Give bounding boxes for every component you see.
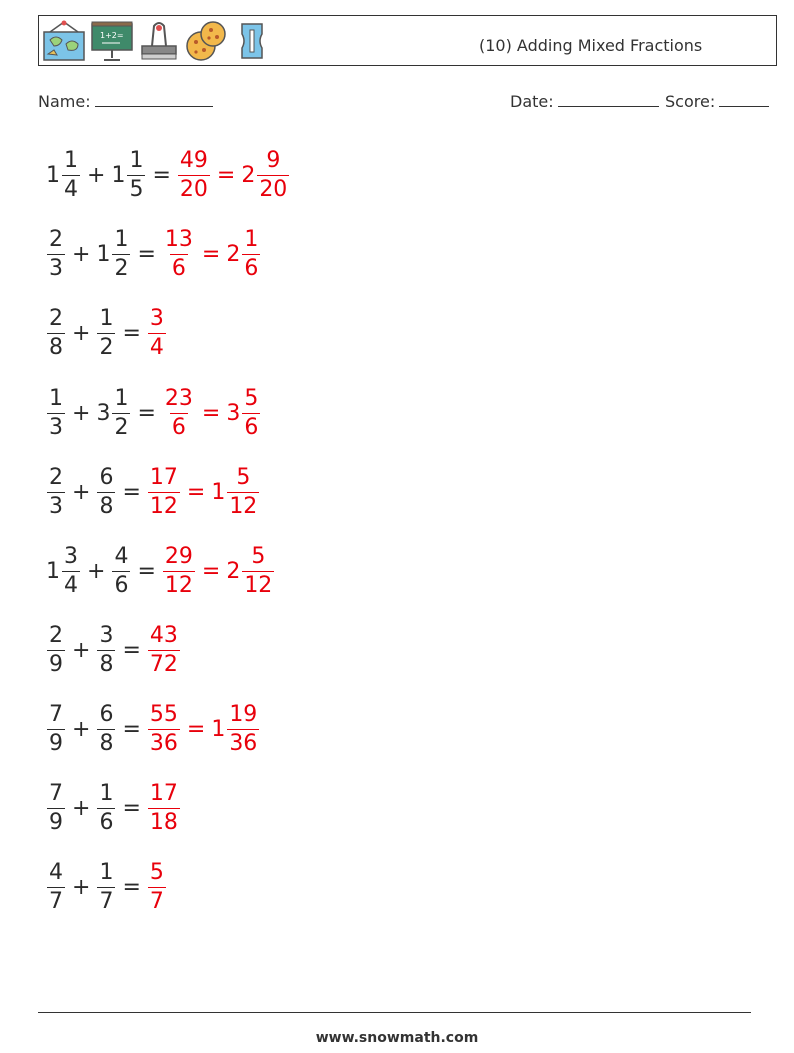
fraction xyxy=(242,543,274,598)
problem-row xyxy=(46,145,290,205)
fraction xyxy=(47,780,65,835)
answer xyxy=(162,226,261,281)
answer xyxy=(162,385,261,440)
denominator: 12 xyxy=(244,572,273,598)
answer xyxy=(147,701,260,756)
fraction xyxy=(97,701,115,756)
chalkboard-icon xyxy=(90,20,134,62)
problem-row xyxy=(46,778,181,838)
answer xyxy=(162,543,275,598)
numerator: 5 xyxy=(244,385,259,411)
equals-sign: = xyxy=(186,479,206,505)
denominator: 5 xyxy=(129,176,144,202)
date-label: Date: xyxy=(510,92,554,111)
denominator: 36 xyxy=(149,730,178,756)
fraction xyxy=(97,859,115,914)
fraction xyxy=(148,701,180,756)
whole-number: 1 xyxy=(211,479,226,505)
whole-number: 2 xyxy=(226,241,241,267)
plus-sign: + xyxy=(72,241,91,267)
name-label: Name: xyxy=(38,92,91,111)
answer xyxy=(147,464,260,519)
numerator: 1 xyxy=(114,226,129,252)
denominator: 3 xyxy=(49,414,63,440)
fraction xyxy=(112,226,130,281)
plus-sign: + xyxy=(72,637,91,663)
answer xyxy=(177,147,290,202)
date-field[interactable] xyxy=(510,92,659,111)
plus-sign: + xyxy=(87,558,106,584)
plus-sign: + xyxy=(72,874,91,900)
numerator: 43 xyxy=(149,622,178,648)
equals-sign: = xyxy=(201,241,221,267)
fraction xyxy=(47,701,65,756)
numerator: 6 xyxy=(99,464,114,490)
fraction xyxy=(163,543,195,598)
fraction xyxy=(97,464,115,519)
fraction xyxy=(47,859,65,914)
numerator: 1 xyxy=(114,385,129,411)
equals-sign: = xyxy=(122,637,141,663)
numerator: 17 xyxy=(149,464,178,490)
numerator: 9 xyxy=(266,147,281,173)
fraction xyxy=(148,464,180,519)
fraction xyxy=(62,147,80,202)
numerator: 5 xyxy=(251,543,266,569)
score-blank[interactable] xyxy=(719,92,769,107)
numerator: 3 xyxy=(99,622,114,648)
footer-site: www.snowmath.com xyxy=(315,1030,479,1046)
numerator: 23 xyxy=(164,385,193,411)
denominator: 4 xyxy=(64,572,78,598)
numerator: 4 xyxy=(49,859,63,885)
whole-number: 1 xyxy=(111,162,126,188)
problem-row xyxy=(46,462,260,522)
problem-row xyxy=(46,699,260,759)
numerator: 1 xyxy=(129,147,144,173)
denominator: 4 xyxy=(64,176,78,202)
plus-sign: + xyxy=(72,320,91,346)
whole-number: 1 xyxy=(46,558,60,584)
answer xyxy=(147,305,167,360)
problem-row xyxy=(46,620,181,680)
numerator: 1 xyxy=(64,147,78,173)
denominator: 8 xyxy=(99,730,114,756)
fraction xyxy=(47,305,65,360)
denominator: 12 xyxy=(229,493,258,519)
denominator: 12 xyxy=(164,572,193,598)
problem-row xyxy=(46,303,167,363)
numerator: 4 xyxy=(114,543,129,569)
numerator: 1 xyxy=(244,226,259,252)
fraction xyxy=(97,780,115,835)
fraction xyxy=(257,147,289,202)
denominator: 3 xyxy=(49,255,63,281)
numerator: 1 xyxy=(99,305,114,331)
fraction xyxy=(148,305,166,360)
denominator: 9 xyxy=(49,730,63,756)
equals-sign: = xyxy=(122,320,141,346)
date-blank[interactable] xyxy=(558,92,659,107)
worksheet-header xyxy=(38,15,777,66)
numerator: 2 xyxy=(49,464,63,490)
problem-row xyxy=(46,857,167,917)
fraction xyxy=(47,464,65,519)
equals-sign: = xyxy=(137,400,156,426)
numerator: 2 xyxy=(49,622,63,648)
answer xyxy=(147,859,167,914)
fraction xyxy=(148,859,166,914)
numerator: 1 xyxy=(99,859,114,885)
whole-number: 3 xyxy=(96,400,111,426)
fraction xyxy=(242,226,260,281)
header-icons xyxy=(42,19,272,63)
denominator: 2 xyxy=(99,334,114,360)
binder-clip-icon xyxy=(138,20,180,62)
fraction xyxy=(163,226,195,281)
fraction xyxy=(97,305,115,360)
footer-divider xyxy=(38,1012,751,1013)
equals-sign: = xyxy=(216,162,236,188)
name-blank[interactable] xyxy=(95,92,213,107)
map-board-icon xyxy=(42,20,86,62)
numerator: 1 xyxy=(99,780,114,806)
numerator: 55 xyxy=(149,701,178,727)
fraction xyxy=(47,622,65,677)
fraction xyxy=(242,385,260,440)
equals-sign: = xyxy=(152,162,171,188)
numerator: 3 xyxy=(64,543,78,569)
fraction xyxy=(62,543,80,598)
denominator: 8 xyxy=(99,651,114,677)
equals-sign: = xyxy=(201,400,221,426)
score-field[interactable] xyxy=(665,92,769,111)
fraction xyxy=(97,622,115,677)
denominator: 20 xyxy=(259,176,288,202)
svg-text:1+2=: 1+2= xyxy=(100,31,124,40)
denominator: 12 xyxy=(149,493,178,519)
denominator: 2 xyxy=(114,255,129,281)
denominator: 6 xyxy=(244,255,259,281)
numerator: 7 xyxy=(49,701,63,727)
denominator: 8 xyxy=(99,493,114,519)
fraction xyxy=(148,622,180,677)
numerator: 6 xyxy=(99,701,114,727)
equals-sign: = xyxy=(186,716,206,742)
whole-number: 2 xyxy=(241,162,256,188)
numerator: 7 xyxy=(49,780,63,806)
denominator: 20 xyxy=(179,176,208,202)
denominator: 9 xyxy=(49,809,63,835)
cookie-icon xyxy=(184,20,228,62)
problem-row xyxy=(46,383,261,443)
numerator: 3 xyxy=(149,305,164,331)
name-field[interactable] xyxy=(38,92,213,111)
equals-sign: = xyxy=(122,874,141,900)
fraction xyxy=(178,147,210,202)
fraction xyxy=(163,385,195,440)
equals-sign: = xyxy=(137,558,156,584)
fraction xyxy=(47,226,65,281)
whole-number: 1 xyxy=(96,241,111,267)
numerator: 17 xyxy=(149,780,178,806)
equals-sign: = xyxy=(122,479,141,505)
numerator: 2 xyxy=(49,305,63,331)
fraction xyxy=(112,543,130,598)
denominator: 6 xyxy=(171,255,186,281)
numerator: 19 xyxy=(229,701,258,727)
answer xyxy=(147,622,181,677)
numerator: 49 xyxy=(179,147,208,173)
plus-sign: + xyxy=(72,716,91,742)
whole-number: 1 xyxy=(46,162,60,188)
denominator: 3 xyxy=(49,493,63,519)
denominator: 6 xyxy=(114,572,129,598)
worksheet-title: (10) Adding Mixed Fractions xyxy=(479,36,703,55)
whole-number: 2 xyxy=(226,558,241,584)
fraction xyxy=(148,780,180,835)
numerator: 5 xyxy=(149,859,164,885)
denominator: 7 xyxy=(99,888,114,914)
denominator: 8 xyxy=(49,334,63,360)
denominator: 6 xyxy=(171,414,186,440)
numerator: 29 xyxy=(164,543,193,569)
denominator: 9 xyxy=(49,651,63,677)
problem-row xyxy=(46,541,275,601)
sharpener-icon xyxy=(232,20,272,62)
whole-number: 3 xyxy=(226,400,241,426)
denominator: 36 xyxy=(229,730,258,756)
answer xyxy=(147,780,181,835)
fraction xyxy=(47,385,65,440)
equals-sign: = xyxy=(201,558,221,584)
equals-sign: = xyxy=(122,716,141,742)
denominator: 7 xyxy=(149,888,164,914)
whole-number: 1 xyxy=(211,716,226,742)
problem-row xyxy=(46,224,261,284)
denominator: 7 xyxy=(49,888,63,914)
denominator: 2 xyxy=(114,414,129,440)
fraction xyxy=(227,701,259,756)
plus-sign: + xyxy=(72,795,91,821)
denominator: 6 xyxy=(244,414,259,440)
denominator: 72 xyxy=(149,651,178,677)
plus-sign: + xyxy=(87,162,106,188)
numerator: 5 xyxy=(236,464,251,490)
equals-sign: = xyxy=(137,241,156,267)
numerator: 13 xyxy=(164,226,193,252)
plus-sign: + xyxy=(72,479,91,505)
score-label: Score: xyxy=(665,92,716,111)
numerator: 2 xyxy=(49,226,63,252)
numerator: 1 xyxy=(49,385,63,411)
plus-sign: + xyxy=(72,400,91,426)
fraction xyxy=(127,147,145,202)
fraction xyxy=(112,385,130,440)
equals-sign: = xyxy=(122,795,141,821)
denominator: 18 xyxy=(149,809,178,835)
denominator: 6 xyxy=(99,809,114,835)
denominator: 4 xyxy=(149,334,164,360)
fraction xyxy=(227,464,259,519)
